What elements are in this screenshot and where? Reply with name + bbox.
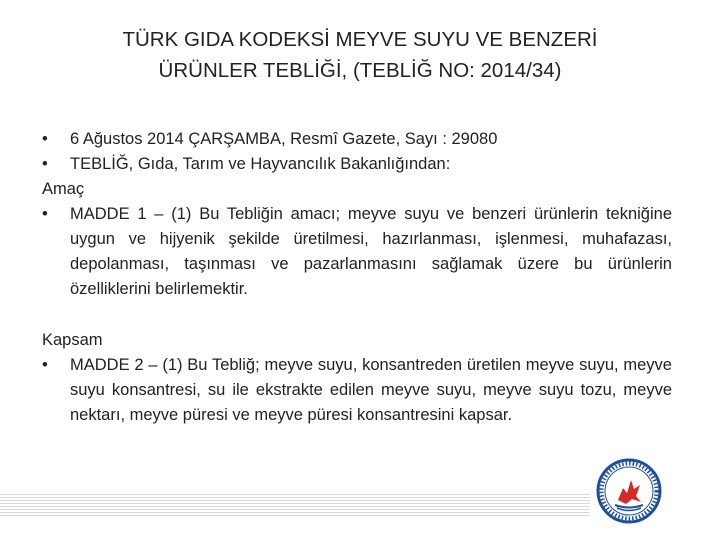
list-item-ministry (42, 152, 672, 177)
title-line-1: TÜRK GIDA KODEKSİ MEYVE SUYU VE BENZERİ (122, 28, 598, 51)
title-line-2: ÜRÜNLER TEBLİĞİ, (TEBLİĞ NO: 2014/34) (158, 59, 562, 82)
amac-heading: Amaç (42, 180, 85, 198)
university-seal-icon (596, 458, 662, 524)
ministry-text: TEBLİĞ, Gıda, Tarım ve Hayvancılık Bakanlığından: (70, 155, 451, 173)
kapsam-heading: Kapsam (42, 331, 103, 349)
madde-1-text: MADDE 1 – (1) Bu Tebliğin amacı; meyve suyu ve benzeri ürünlerin tekniğine uygun ve hijyenik şekilde üretilmesi, hazırlanması, işlenmesi, muhafazası, depolanması, taşınması ve pazarlanmasını sağlamak üzere bu ürünlerin özelliklerini belirlemektir. (70, 205, 672, 298)
footer-stripes (0, 494, 590, 516)
section-gap (42, 302, 672, 328)
list-item-madde-2 (42, 353, 672, 428)
bullet-marker: • (42, 356, 48, 374)
bullet-marker: • (42, 130, 48, 148)
list-item-date (42, 127, 672, 152)
document-body (42, 127, 672, 428)
madde-2-text: MADDE 2 – (1) Bu Tebliğ; meyve suyu, konsantreden üretilen meyve suyu, meyve suyu konsantresi, su ile ekstrakte edilen meyve suyu, meyve suyu tozu, meyve nektarı, meyve püresi ve meyve püresi konsantresini kapsar. (70, 356, 672, 424)
gazette-date-text: 6 Ağustos 2014 ÇARŞAMBA, Resmî Gazete, Sayı : 29080 (70, 130, 498, 148)
list-item-madde-1 (42, 202, 672, 302)
page-title (60, 24, 660, 86)
bullet-marker: • (42, 155, 48, 173)
bullet-marker: • (42, 205, 48, 223)
